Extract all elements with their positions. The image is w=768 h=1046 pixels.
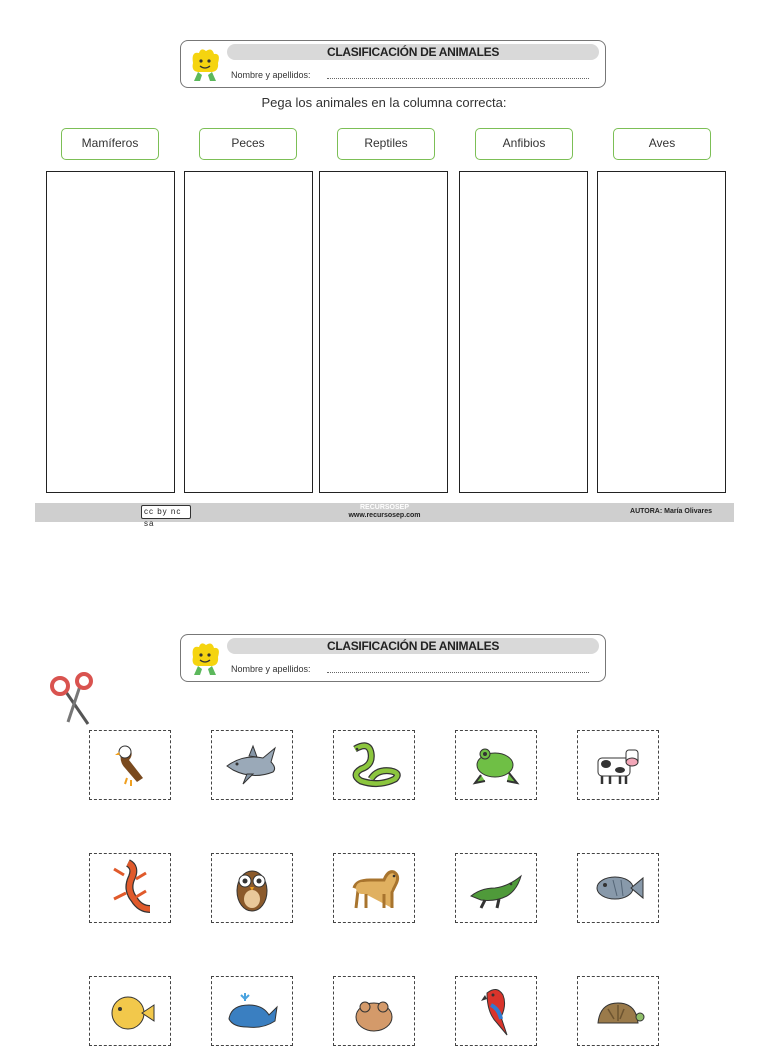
instruction-text: Pega los animales en la columna correcta: <box>261 95 507 110</box>
card-parrot[interactable] <box>455 976 537 1046</box>
header-title: CLASIFICACIÓN DE ANIMALES <box>227 638 599 654</box>
card-toad[interactable] <box>333 976 415 1046</box>
frog-icon <box>469 741 523 789</box>
worksheet-header <box>180 40 606 88</box>
column-mamiferos[interactable] <box>46 171 175 493</box>
salamander-icon <box>106 859 154 917</box>
label-reptiles: Reptiles <box>337 128 435 160</box>
label-mamiferos: Mamíferos <box>61 128 159 160</box>
owl-icon <box>229 861 275 915</box>
author-credit: AUTORA: María Olivares <box>630 508 712 515</box>
name-label: Nombre y apellidos: <box>231 664 311 674</box>
card-shark[interactable] <box>211 730 293 800</box>
label-anfibios: Anfibios <box>475 128 573 160</box>
page-footer <box>35 503 734 528</box>
brand-name: RECURSOSEP <box>359 504 409 511</box>
column-aves[interactable] <box>597 171 726 493</box>
card-eagle[interactable] <box>89 730 171 800</box>
card-snake[interactable] <box>333 730 415 800</box>
dog-icon <box>344 862 404 914</box>
label-peces: Peces <box>199 128 297 160</box>
toad-icon <box>347 983 401 1039</box>
card-owl[interactable] <box>211 853 293 923</box>
cow-icon <box>592 740 644 790</box>
mascot-icon <box>185 639 225 679</box>
turtle-icon <box>590 983 646 1039</box>
parrot-icon <box>473 983 519 1039</box>
name-line[interactable] <box>327 672 589 673</box>
card-salamander[interactable] <box>89 853 171 923</box>
shark-icon <box>223 740 281 790</box>
name-label: Nombre y apellidos: <box>231 70 311 80</box>
fish-icon <box>589 868 647 908</box>
card-pufferfish[interactable] <box>89 976 171 1046</box>
card-frog[interactable] <box>455 730 537 800</box>
card-fish[interactable] <box>577 853 659 923</box>
column-peces[interactable] <box>184 171 313 493</box>
card-turtle[interactable] <box>577 976 659 1046</box>
name-line[interactable] <box>327 78 589 79</box>
column-reptiles[interactable] <box>319 171 448 493</box>
card-cow[interactable] <box>577 730 659 800</box>
column-anfibios[interactable] <box>459 171 588 493</box>
cc-license-icon: cc by nc sa <box>141 505 191 519</box>
card-crocodile[interactable] <box>455 853 537 923</box>
whale-icon <box>223 983 281 1039</box>
card-dog[interactable] <box>333 853 415 923</box>
eagle-icon <box>103 738 157 792</box>
card-whale[interactable] <box>211 976 293 1046</box>
worksheet-header-2 <box>180 634 606 682</box>
crocodile-icon <box>467 866 525 910</box>
snake-icon <box>345 739 403 791</box>
label-aves: Aves <box>613 128 711 160</box>
mascot-icon <box>185 45 225 85</box>
header-title: CLASIFICACIÓN DE ANIMALES <box>227 44 599 60</box>
brand-url: www.recursosep.com <box>348 512 421 519</box>
scissors-icon <box>46 672 102 728</box>
pufferfish-icon <box>102 983 158 1039</box>
